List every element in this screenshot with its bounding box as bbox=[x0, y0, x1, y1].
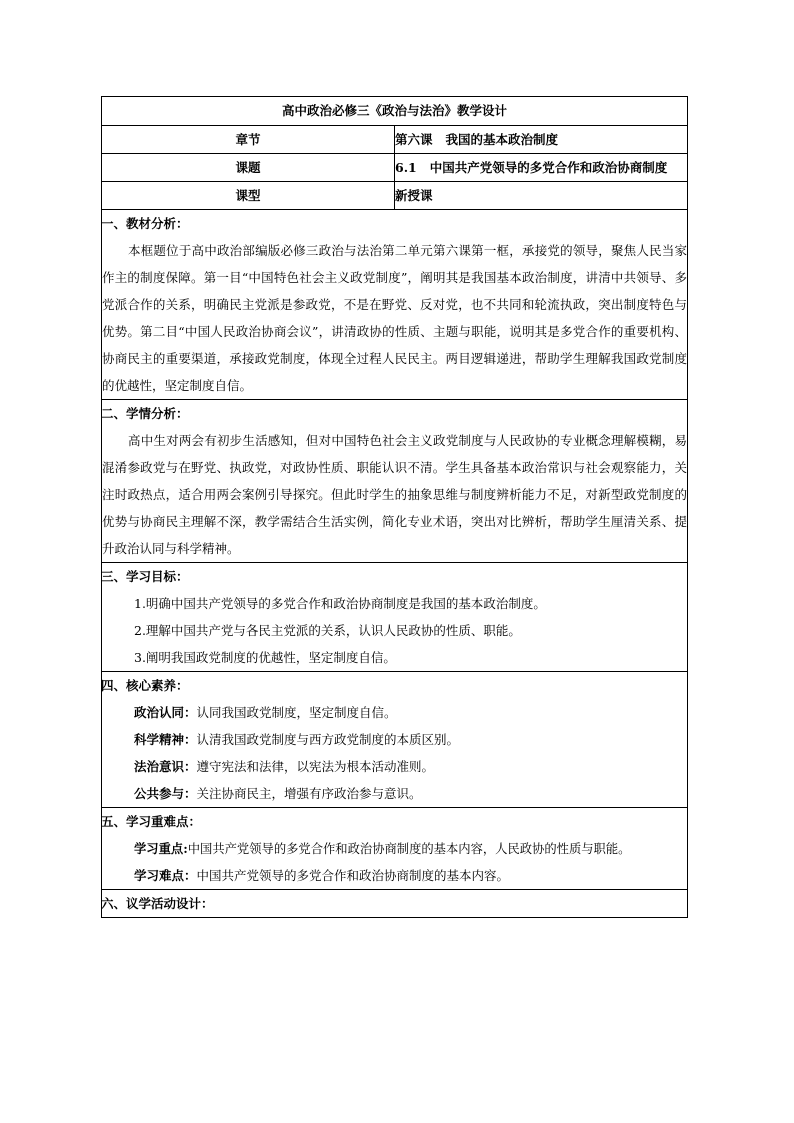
section-heading: 六、议学活动设计： bbox=[101, 896, 214, 911]
section-heading: 一、教材分析： bbox=[101, 216, 189, 231]
section-body: 高中生对两会有初步生活感知，但对中国特色社会主义政党制度与人民政协的专业概念理解模糊，易混淆参政党与在野党、执政党，对政协性质、职能认识不清。学生具备基本政治常识与社会观察能力，关注时政热点，适合用两会案例引导探究。但此时学生的抽象思维与制度辨析能力不足，对新型政党制度的优势与协商民主理解不深，教学需结合生活实例，简化专业术语，突出对比辨析，帮助学生厘清关系、提升政治认同与科学精神。 bbox=[102, 433, 687, 556]
literacy-text: 遵守宪法和法律，以宪法为根本活动准则。 bbox=[196, 759, 435, 774]
section-body: 本框题位于高中政治部编版必修三政治与法治第二单元第六课第一框，承接党的领导，聚焦人民当家作主的制度保障。第一目“中国特色社会主义政党制度”，阐明其是我国基本政治制度，讲清中共领导、多党派合作的关系，明确民主党派是参政党，不是在野党、反对党，也不共同和轮流执政，突出制度特色与优势。第二目“中国人民政治协商会议”，讲清政协的性质、主题与职能，说明其是多党合作的重要机构、协商民主的重要渠道，承接政党制度，体现全过程人民民主。两目逻辑递进，帮助学生理解我国政党制度的优越性，坚定制度自信。 bbox=[102, 243, 687, 393]
meta-value-text: 6.1 中国共产党领导的多党合作和政治协商制度 bbox=[395, 160, 668, 175]
literacy-text: 关注协商民主，增强有序政治参与意识。 bbox=[196, 786, 422, 801]
section-heading: 三、学习目标： bbox=[101, 569, 189, 584]
section-key-difficult-points bbox=[102, 808, 688, 890]
objective-item: 1.明确中国共产党领导的多党合作和政治协商制度是我国的基本政治制度。 bbox=[134, 596, 546, 611]
literacy-item bbox=[102, 726, 687, 753]
section-heading: 四、核心素养： bbox=[101, 678, 189, 693]
document-title: 高中政治必修三《政治与法治》教学设计 bbox=[102, 97, 688, 126]
literacy-text: 认清我国政党制度与西方政党制度的本质区别。 bbox=[196, 732, 460, 747]
meta-label: 章节 bbox=[102, 126, 395, 154]
meta-label: 课题 bbox=[102, 154, 395, 182]
literacy-label: 公共参与： bbox=[134, 786, 197, 801]
meta-row-topic bbox=[102, 154, 688, 182]
objective-item: 3.阐明我国政党制度的优越性，坚定制度自信。 bbox=[134, 650, 396, 665]
key-point-item bbox=[102, 835, 687, 862]
section-learning-objectives bbox=[102, 563, 688, 672]
lesson-plan-table bbox=[101, 96, 688, 918]
key-point-label: 学习重点: bbox=[134, 841, 188, 856]
meta-value-text: 第六课 我国的基本政治制度 bbox=[395, 132, 559, 147]
meta-row-type bbox=[102, 182, 688, 210]
meta-value bbox=[395, 154, 688, 182]
difficult-point-item bbox=[102, 862, 687, 889]
literacy-label: 法治意识： bbox=[134, 759, 197, 774]
literacy-item bbox=[102, 699, 687, 726]
literacy-label: 科学精神： bbox=[134, 732, 197, 747]
meta-label: 课型 bbox=[102, 182, 395, 210]
literacy-text: 认同我国政党制度，坚定制度自信。 bbox=[196, 705, 397, 720]
meta-value bbox=[395, 126, 688, 154]
key-point-text: 中国共产党领导的多党合作和政治协商制度的基本内容，人民政协的性质与职能。 bbox=[187, 842, 631, 856]
section-textbook-analysis bbox=[102, 210, 688, 400]
lesson-plan-document bbox=[101, 96, 688, 918]
section-core-literacy bbox=[102, 672, 688, 808]
objective-item: 2.理解中国共产党与各民主党派的关系，认识人民政协的性质、职能。 bbox=[134, 623, 521, 638]
meta-value-text: 新授课 bbox=[395, 188, 433, 203]
meta-value bbox=[395, 182, 688, 210]
difficult-point-label: 学习难点： bbox=[134, 868, 197, 883]
literacy-item bbox=[102, 780, 687, 807]
meta-row-chapter bbox=[102, 126, 688, 154]
literacy-item bbox=[102, 753, 687, 780]
section-student-analysis bbox=[102, 400, 688, 563]
section-heading: 二、学情分析： bbox=[101, 406, 189, 421]
difficult-point-text: 中国共产党领导的多党合作和政治协商制度的基本内容。 bbox=[196, 868, 510, 883]
literacy-label: 政治认同： bbox=[134, 705, 197, 720]
section-heading: 五、学习重难点： bbox=[101, 814, 202, 829]
section-activity-design bbox=[102, 890, 688, 918]
